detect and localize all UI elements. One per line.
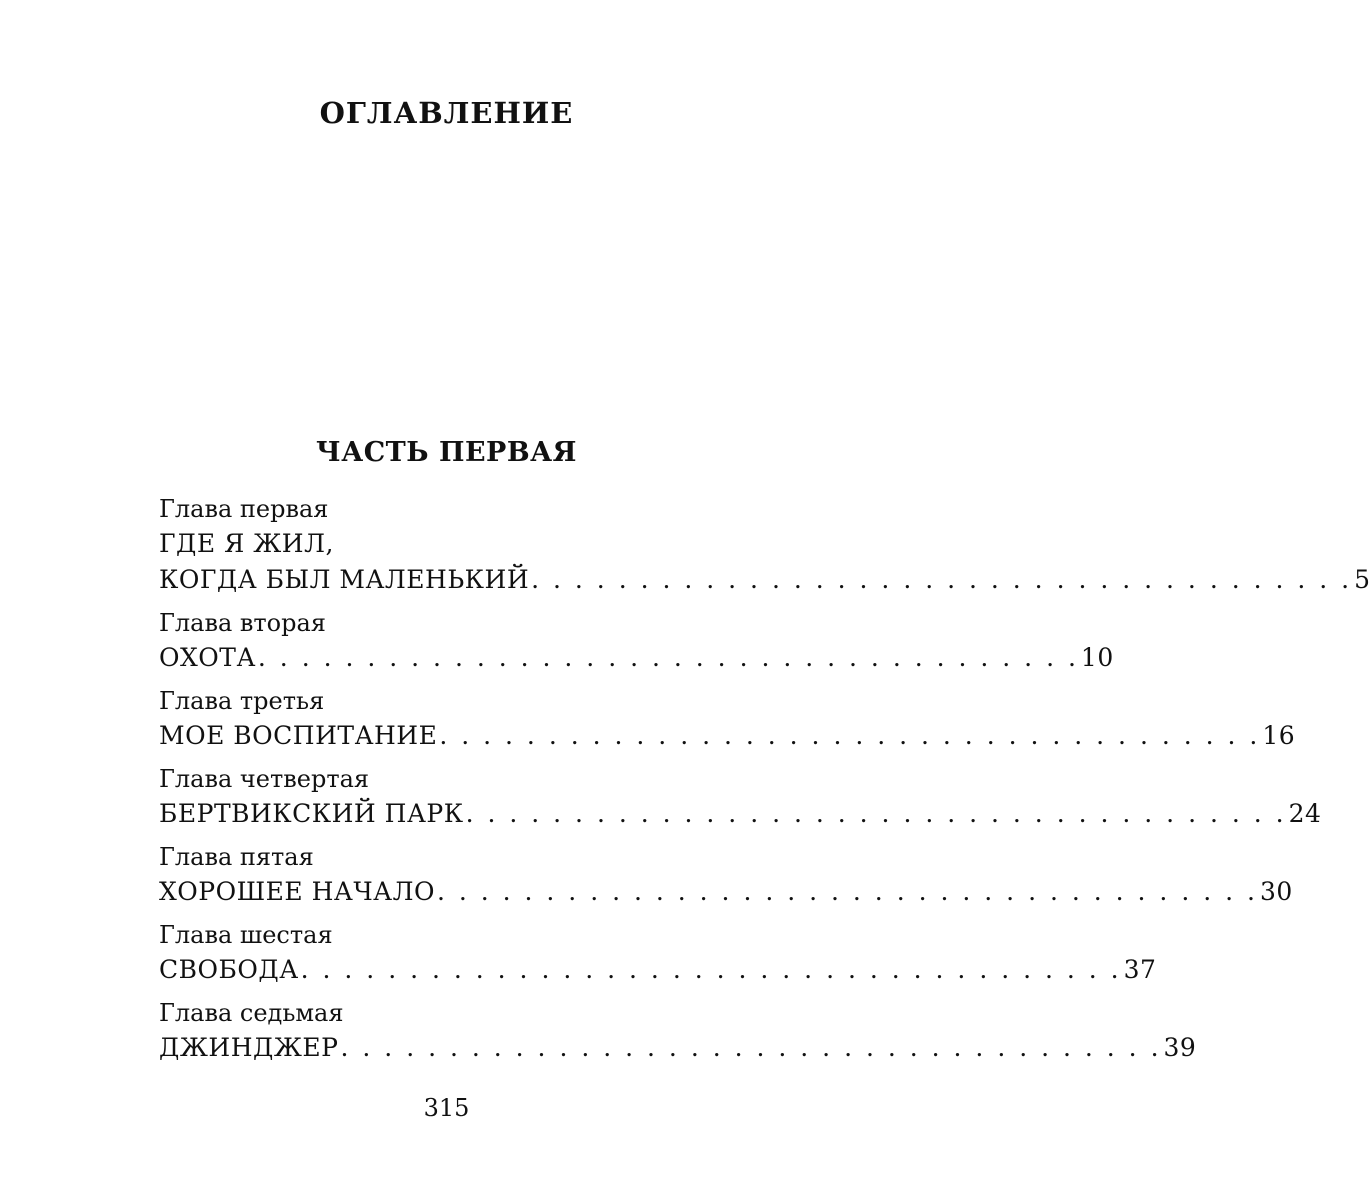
chapter-label: Глава третья	[159, 687, 325, 715]
chapter-label: Глава первая	[159, 495, 329, 523]
chapter-title-line: ГДЕ Я ЖИЛ,	[159, 529, 334, 558]
chapter-title-row	[159, 562, 1371, 598]
chapter-label: Глава вторая	[159, 609, 326, 637]
page-number: 315	[423, 1094, 470, 1122]
chapter-title: ДЖИНДЖЕР	[159, 1033, 339, 1062]
chapter-label: Глава седьмая	[159, 999, 344, 1027]
toc-entry	[159, 762, 1322, 832]
toc-entry	[159, 840, 1293, 910]
page-title: ОГЛАВЛЕНИЕ	[319, 96, 574, 130]
chapter-label: Глава шестая	[159, 921, 333, 949]
dot-leader: . . . . . . . . . . . . . . . . . . . . . . . . . . . . . . . . . . . . . .	[257, 643, 1079, 672]
chapter-page-number: 10	[1080, 643, 1114, 672]
chapter-title: КОГДА БЫЛ МАЛЕНЬКИЙ	[159, 565, 530, 594]
dot-leader: . . . . . . . . . . . . . . . . . . . . . . . . . . . . . . . . . . . . . .	[436, 877, 1258, 906]
dot-leader: . . . . . . . . . . . . . . . . . . . . . . . . . . . . . . . . . . . . . .	[300, 955, 1122, 984]
toc-entry	[159, 606, 1114, 676]
chapter-title: ОХОТА	[159, 643, 256, 672]
chapter-title-row	[159, 952, 1157, 988]
dot-leader: . . . . . . . . . . . . . . . . . . . . . . . . . . . . . . . . . . . . . .	[465, 799, 1287, 828]
chapter-page-number: 16	[1262, 721, 1296, 750]
chapter-title-row	[159, 718, 1296, 754]
chapter-page-number: 24	[1288, 799, 1322, 828]
toc-entry	[159, 918, 1157, 988]
chapter-title: СВОБОДА	[159, 955, 299, 984]
chapter-title-row	[159, 640, 1114, 676]
chapter-title: БЕРТВИКСКИЙ ПАРК	[159, 799, 464, 828]
toc-entry	[159, 996, 1197, 1066]
chapter-title-row	[159, 796, 1322, 832]
chapter-page-number: 37	[1123, 955, 1157, 984]
dot-leader: . . . . . . . . . . . . . . . . . . . . . . . . . . . . . . . . . . . . . .	[531, 565, 1353, 594]
chapter-page-number: 39	[1163, 1033, 1197, 1062]
chapter-page-number: 30	[1259, 877, 1293, 906]
chapter-title-row	[159, 1030, 1197, 1066]
chapter-title: ХОРОШЕЕ НАЧАЛО	[159, 877, 435, 906]
dot-leader: . . . . . . . . . . . . . . . . . . . . . . . . . . . . . . . . . . . . . .	[439, 721, 1261, 750]
chapter-label: Глава четвертая	[159, 765, 370, 793]
dot-leader: . . . . . . . . . . . . . . . . . . . . . . . . . . . . . . . . . . . . . .	[340, 1033, 1162, 1062]
chapter-label: Глава пятая	[159, 843, 314, 871]
part-title: ЧАСТЬ ПЕРВАЯ	[316, 437, 577, 468]
toc-entry	[159, 492, 1371, 598]
table-of-contents	[159, 492, 1371, 1066]
chapter-page-number: 5	[1354, 565, 1371, 594]
chapter-title-row	[159, 874, 1293, 910]
toc-entry	[159, 684, 1296, 754]
chapter-title: МОЕ ВОСПИТАНИЕ	[159, 721, 438, 750]
